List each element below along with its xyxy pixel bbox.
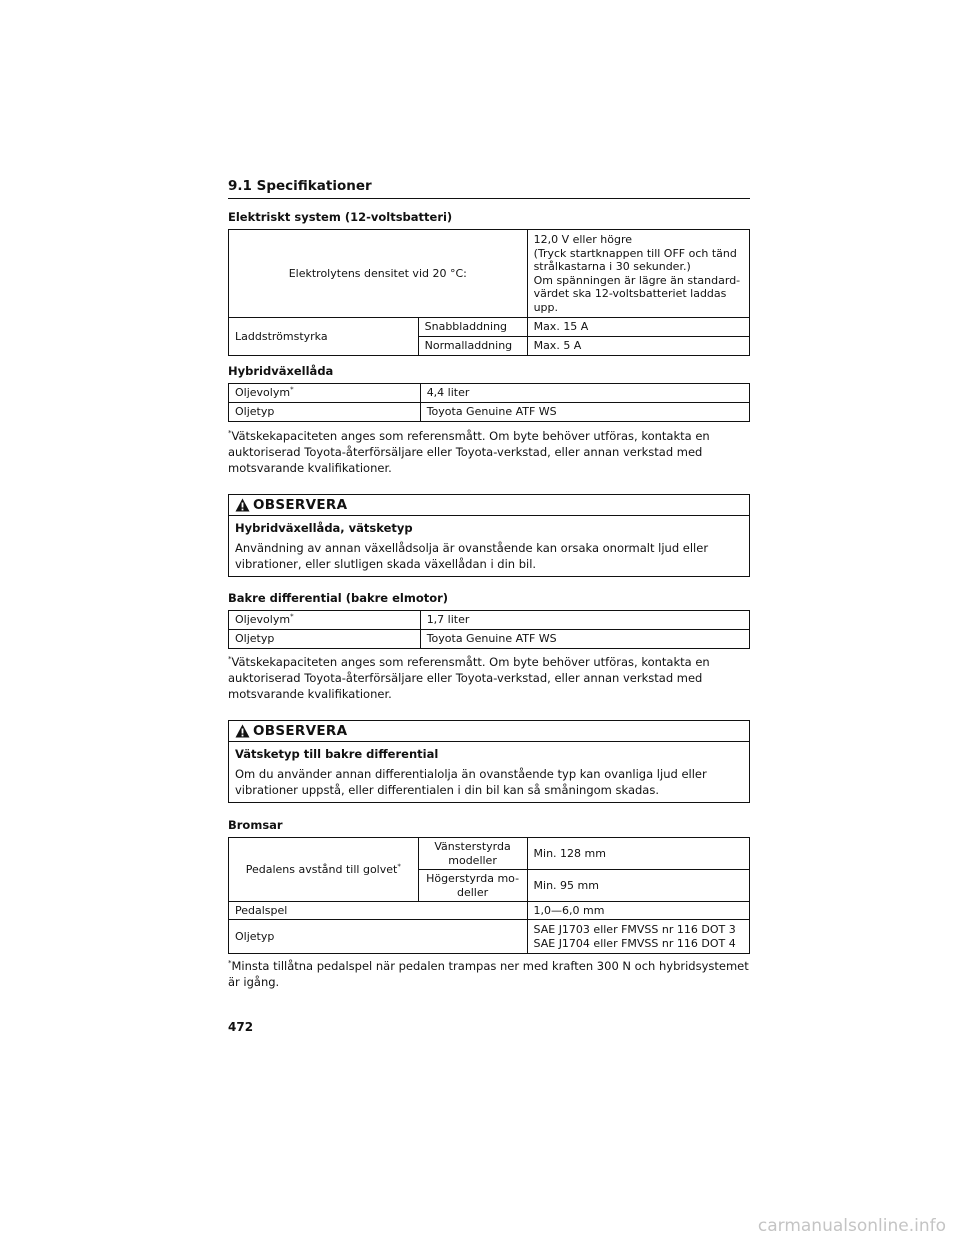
lhd-label: Vänsterstyrda modeller [418,838,527,870]
density-value: 12,0 V eller högre (Tryck startknappen till OFF och tänd strålkastarna i 30 sekunder.) Om spänningen är lägre än standard- värdet ska 12-voltsbatteriet laddas upp. [527,230,749,318]
hybrid-notice [228,494,750,577]
brakes-table [228,837,750,954]
rear-diff-title: Bakre differential (bakre elmotor) [228,591,449,605]
section-header: 9.1 Specifikationer [228,178,372,194]
density-label: Elektrolytens densitet vid 20 °C: [229,230,528,318]
warning-icon [235,498,250,512]
notice-subtitle: Hybridväxellåda, vätsketyp [235,521,413,535]
pedal-play-label: Pedalspel [229,902,528,920]
rear-oil-type-label: Oljetyp [229,630,421,649]
fast-charge-label: Snabbladdning [418,318,527,337]
fast-charge-value: Max. 15 A [527,318,749,337]
rear-diff-footnote: *Vätskekapaciteten anges som referensmått. Om byte behöver utföras, kontakta en auktoriserad Toyota-återförsäljare eller Toyota-verkstad, eller annan verkstad med motsvarande kvalifikationer. [228,655,710,701]
header-rule [228,198,750,199]
electric-table [228,229,750,356]
brake-oil-type-value: SAE J1703 eller FMVSS nr 116 DOT 3 SAE J1704 eller FMVSS nr 116 DOT 4 [527,920,749,954]
notice-title: OBSERVERA [253,497,348,513]
pedal-distance-label: Pedalens avstånd till golvet* [229,838,419,902]
normal-charge-label: Normalladdning [418,337,527,356]
hybrid-footnote: *Vätskekapaciteten anges som referensmått. Om byte behöver utföras, kontakta en auktoriserad Toyota-återförsäljare eller Toyota-verkstad, eller annan verkstad med motsvarande kvalifikationer. [228,429,710,475]
rear-diff-notice [228,720,750,803]
rhd-label: Högerstyrda mo- deller [418,870,527,902]
pedal-play-value: 1,0—6,0 mm [527,902,749,920]
notice-subtitle: Vätsketyp till bakre differential [235,747,439,761]
brakes-title: Bromsar [228,818,283,832]
charge-label: Laddströmstyrka [229,318,419,356]
warning-icon [235,724,250,738]
rear-oil-volume-label: Oljevolym* [229,611,421,630]
hybrid-oil-volume-label: Oljevolym* [229,384,421,403]
hybrid-oil-type-value: Toyota Genuine ATF WS [420,403,749,422]
notice-header [229,495,749,516]
brakes-footnote: *Minsta tillåtna pedalspel när pedalen trampas ner med kraften 300 N och hybridsystemet är igång. [228,959,749,989]
notice-title: OBSERVERA [253,723,348,739]
hybrid-oil-volume-value: 4,4 liter [420,384,749,403]
rear-oil-volume-value: 1,7 liter [420,611,749,630]
notice-header [229,721,749,742]
notice-text: Användning av annan växellådsolja är ovanstående kan orsaka onormalt ljud eller vibrationer, eller slutligen skada växellådan i din bil. [235,541,709,571]
normal-charge-value: Max. 5 A [527,337,749,356]
watermark: carmanualsonline.info [757,1216,946,1236]
brake-oil-type-label: Oljetyp [229,920,528,954]
hybrid-table [228,383,750,422]
notice-text: Om du använder annan differentialolja än ovanstående typ kan ovanliga ljud eller vibrationer uppstå, eller differentialen i din bil kan så småningom skadas. [235,767,707,797]
rhd-value: Min. 95 mm [527,870,749,902]
electric-title: Elektriskt system (12-voltsbatteri) [228,210,453,224]
lhd-value: Min. 128 mm [527,838,749,870]
hybrid-title: Hybridväxellåda [228,364,334,378]
rear-oil-type-value: Toyota Genuine ATF WS [420,630,749,649]
page-number: 472 [228,1020,254,1034]
hybrid-oil-type-label: Oljetyp [229,403,421,422]
rear-diff-table [228,610,750,649]
